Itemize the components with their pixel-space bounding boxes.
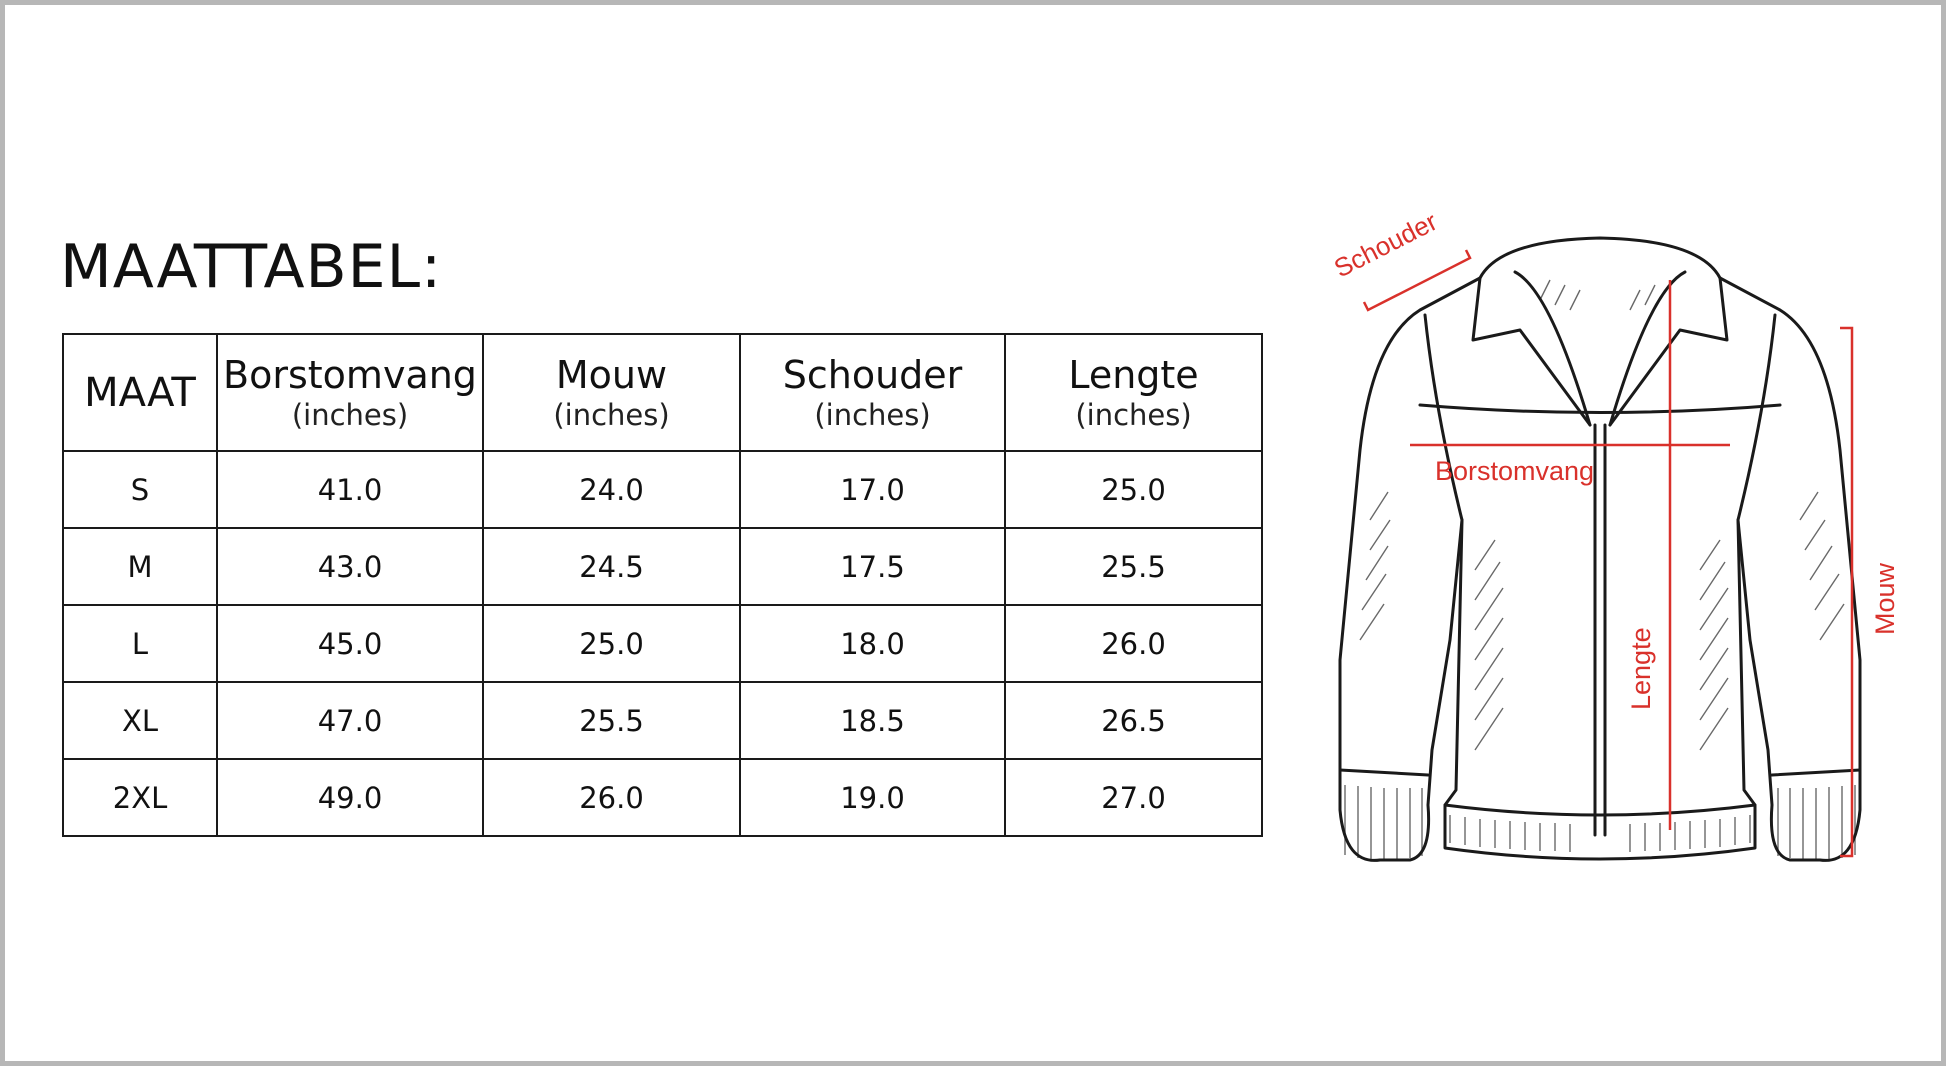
- lengte-label: Lengte: [1626, 627, 1656, 710]
- mouw-cell: 25.5: [483, 682, 740, 759]
- mouw-cell: 25.0: [483, 605, 740, 682]
- borstomvang-cell: 47.0: [217, 682, 483, 759]
- column-header-maat: [63, 334, 217, 451]
- borstomvang-cell: 43.0: [217, 528, 483, 605]
- measurement-lines: [1364, 250, 1852, 856]
- column-header-lengte: [1005, 334, 1262, 451]
- schouder-cell: 17.5: [740, 528, 1005, 605]
- lengte-cell: 25.0: [1005, 451, 1262, 528]
- size-cell: S: [63, 451, 217, 528]
- mouw-bracket: [1840, 328, 1852, 856]
- column-header-unit: (inches): [814, 397, 931, 432]
- mouw-cell: 26.0: [483, 759, 740, 836]
- column-header-mouw: [483, 334, 740, 451]
- borstomvang-label: Borstomvang: [1435, 456, 1595, 486]
- table-row: [63, 759, 1262, 836]
- page-title: MAATTABEL:: [60, 232, 443, 302]
- borstomvang-cell: 49.0: [217, 759, 483, 836]
- column-header-schouder: [740, 334, 1005, 451]
- schouder-cell: 18.5: [740, 682, 1005, 759]
- column-header-label: Lengte: [1068, 352, 1199, 397]
- lengte-cell: 26.0: [1005, 605, 1262, 682]
- column-header-label: Borstomvang: [223, 352, 477, 397]
- schouder-cell: 19.0: [740, 759, 1005, 836]
- column-header-label: Mouw: [555, 352, 668, 397]
- borstomvang-cell: 45.0: [217, 605, 483, 682]
- mouw-cell: 24.5: [483, 528, 740, 605]
- jacket-drawing: [1340, 238, 1860, 860]
- size-cell: L: [63, 605, 217, 682]
- table-header-row: [63, 334, 1262, 451]
- column-header-label: Schouder: [782, 352, 963, 397]
- column-header-borstomvang: [217, 334, 483, 451]
- column-header-unit: (inches): [291, 397, 409, 432]
- table-row: [63, 682, 1262, 759]
- lengte-cell: 25.5: [1005, 528, 1262, 605]
- lengte-cell: 27.0: [1005, 759, 1262, 836]
- size-cell: 2XL: [63, 759, 217, 836]
- schouder-cell: 17.0: [740, 451, 1005, 528]
- mouw-cell: 24.0: [483, 451, 740, 528]
- jacket-hatching: [1345, 280, 1855, 860]
- lengte-cell: 26.5: [1005, 682, 1262, 759]
- mouw-label: Mouw: [1870, 562, 1900, 635]
- size-cell: M: [63, 528, 217, 605]
- size-cell: XL: [63, 682, 217, 759]
- table-row: [63, 451, 1262, 528]
- borstomvang-cell: 41.0: [217, 451, 483, 528]
- jacket-measurement-illustration: [1300, 190, 1900, 880]
- column-header-unit: (inches): [553, 397, 670, 432]
- table-row: [63, 528, 1262, 605]
- column-header-unit: (inches): [1075, 397, 1192, 432]
- size-table: [62, 333, 1263, 837]
- table-row: [63, 605, 1262, 682]
- schouder-label: Schouder: [1329, 206, 1442, 284]
- column-header-label: MAAT: [84, 369, 196, 416]
- schouder-cell: 18.0: [740, 605, 1005, 682]
